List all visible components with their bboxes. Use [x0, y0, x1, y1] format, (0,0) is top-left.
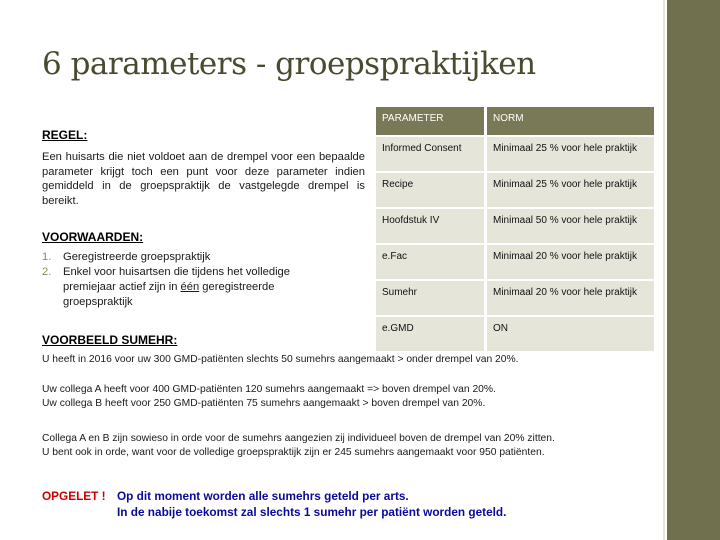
table-row [376, 137, 654, 171]
voorwaarden-list [42, 250, 342, 310]
voorbeeld-heading: VOORBEELD SUMEHR: [42, 333, 178, 347]
table-row [376, 245, 654, 279]
voorwaarden-item-text: Enkel voor huisartsen die tijdens het volledige premiejaar actief zijn in [63, 266, 290, 293]
voorbeeld-line: Uw collega A heeft voor 400 GMD-patiënten 120 sumehrs aangemaakt => boven drempel van 20%. [42, 384, 496, 395]
cell-norm: Minimaal 20 % voor hele praktijk [484, 245, 654, 279]
regel-heading: REGEL: [42, 128, 88, 142]
cell-norm: ON [484, 317, 654, 351]
cell-norm: Minimaal 25 % voor hele praktijk [484, 137, 654, 171]
cell-norm: Minimaal 50 % voor hele praktijk [484, 209, 654, 243]
table-header-row [376, 107, 654, 135]
voorbeeld-line: U heeft in 2016 voor uw 300 GMD-patiënten slechts 50 sumehrs aangemaakt > onder drempel van 20%. [42, 354, 519, 365]
cell-parameter: e.GMD [376, 317, 484, 351]
cell-norm: Minimaal 20 % voor hele praktijk [484, 281, 654, 315]
table-row [376, 281, 654, 315]
list-number: 1. [42, 251, 52, 263]
opgelet-label: OPGELET ! [42, 489, 106, 503]
sidebar-divider-line [663, 0, 665, 540]
voorwaarden-item-text-after: geregistreerde groepspraktijk [63, 281, 275, 308]
table-row [376, 317, 654, 351]
voorwaarden-item [42, 265, 342, 310]
voorbeeld-line: Uw collega B heeft voor 250 GMD-patiënten 75 sumehrs aangemaakt > boven drempel van 20%. [42, 398, 486, 409]
regel-text: Een huisarts die niet voldoet aan de drempel voor een bepaalde parameter krijgt toch een punt voor deze parameter indien gemiddeld in de groepspraktijk de vastgelegde drempel is bereikt. [42, 151, 365, 207]
header-norm: NORM [484, 107, 654, 135]
opgelet-line: Op dit moment worden alle sumehrs geteld per arts. [117, 489, 409, 503]
slide-title: 6 parameters - groepspraktijken [42, 46, 536, 82]
cell-parameter: Sumehr [376, 281, 484, 315]
parameter-table [376, 105, 654, 353]
opgelet-note [42, 488, 506, 520]
cell-parameter: Informed Consent [376, 137, 484, 171]
voorwaarden-item [42, 250, 342, 265]
cell-parameter: e.Fac [376, 245, 484, 279]
header-parameter: PARAMETER [376, 107, 484, 135]
voorwaarden-item-text: Geregistreerde groepspraktijk [63, 251, 211, 263]
cell-parameter: Hoofdstuk IV [376, 209, 484, 243]
voorbeeld-line: Collega A en B zijn sowieso in orde voor de sumehrs aangezien zij individueel boven de drempel van 20% zitten. [42, 433, 555, 444]
table-row [376, 209, 654, 243]
voorbeeld-line: U bent ook in orde, want voor de volledige groepspraktijk zijn er 245 sumehrs aangemaakt voor 950 patiënten. [42, 447, 545, 458]
table-row [376, 173, 654, 207]
cell-norm: Minimaal 25 % voor hele praktijk [484, 173, 654, 207]
voorwaarden-item-underlined: één [180, 281, 200, 293]
cell-parameter: Recipe [376, 173, 484, 207]
list-number: 2. [42, 266, 52, 278]
opgelet-line: In de nabije toekomst zal slechts 1 sumehr per patiënt worden geteld. [117, 505, 507, 519]
voorwaarden-heading: VOORWAARDEN: [42, 230, 144, 244]
sidebar-accent-band [667, 0, 720, 540]
